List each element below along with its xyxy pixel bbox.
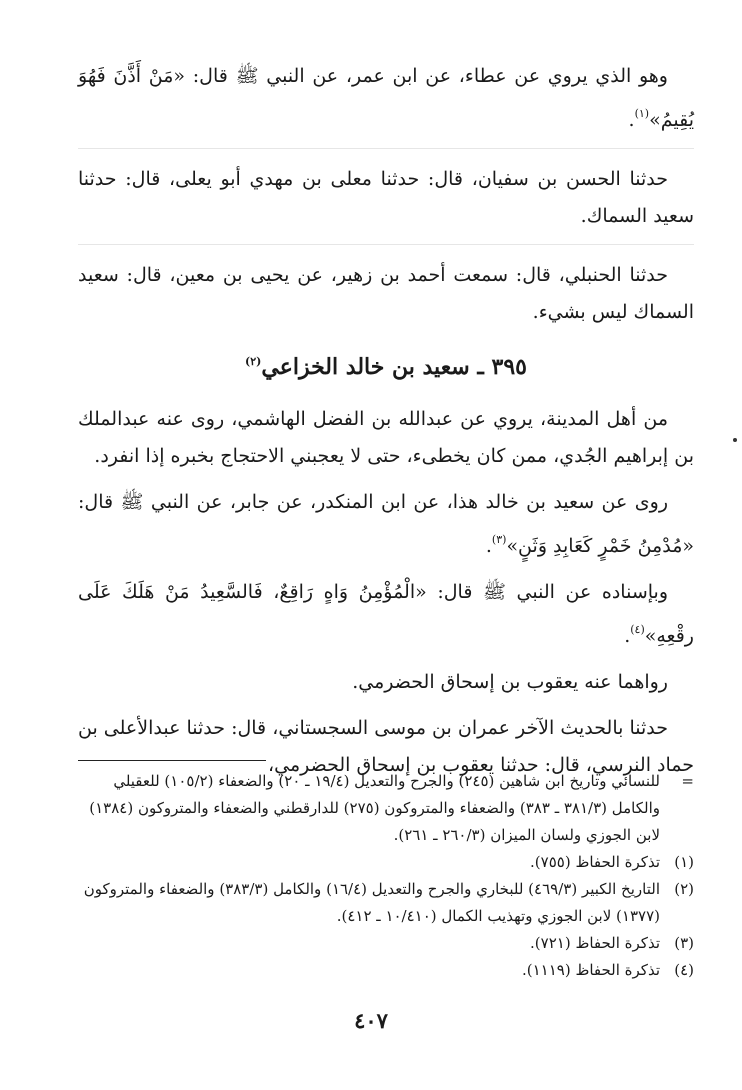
paragraph-5 — [78, 484, 694, 565]
paragraph-1-end: . — [628, 109, 635, 131]
footnote-text: للنسائي وتاريخ ابن شاهين (٢٤٥) والجرح والتعديل (١٩/٤ ـ ٢٠) والضعفاء (١٠٥/٢) للعقيلي والكامل (٣٨١/٣ ـ ٣٨٣) والضعفاء والمتروكون (٢٧٥) للدارقطني والضعفاء والمتروكون (١٣٨٤) لابن الجوزي ولسان الميزان (٢٦٠/٣ ـ ٢٦١). — [89, 772, 660, 844]
paragraph-1 — [78, 58, 694, 139]
footnote-ref-3[interactable]: (٣) — [491, 533, 507, 546]
footnote-text: تذكرة الحفاظ (١١١٩). — [521, 961, 660, 979]
footnote-text: التاريخ الكبير (٤٦٩/٣) للبخاري والجرح والتعديل (١٦/٤) والكامل (٣٨٣/٣) والضعفاء والمتروكون (١٣٧٧) لابن الجوزي وتهذيب الكمال (١٠/٤١٠ ـ ٤١٢). — [83, 880, 660, 925]
paragraph-1-text: وهو الذي يروي عن عطاء، عن ابن عمر، عن النبي ﷺ قال: «مَنْ أَذَّنَ فَهُوَ يُقِيمُ» — [78, 65, 694, 131]
page-number: ٤٠٧ — [354, 1008, 388, 1033]
paragraph-3-text: حدثنا الحنبلي، قال: سمعت أحمد بن زهير، عن يحيى بن معين، قال: سعيد السماك ليس بشيء. — [78, 264, 694, 323]
paragraph-5-text: روى عن سعيد بن خالد هذا، عن ابن المنكدر، عن جابر، عن النبي ﷺ قال: «مُدْمِنُ خَمْرٍ كَعَابِدِ وَثَنٍ» — [78, 491, 694, 557]
paragraph-4 — [78, 401, 694, 475]
entry-heading — [78, 340, 694, 389]
paragraph-8-text: حدثنا بالحديث الآخر عمران بن موسى السجستاني، قال: حدثنا عبدالأعلى بن حماد النرسي، قال: حدثنا يعقوب بن إسحاق الحضرمي، — [78, 717, 694, 776]
paragraph-6-end: . — [624, 625, 631, 647]
footnote-marker: (٢) — [674, 880, 694, 898]
footnote-2 — [78, 876, 694, 930]
footnote-text: تذكرة الحفاظ (٧٥٥). — [530, 853, 660, 871]
footnote-ref-1[interactable]: (١) — [634, 107, 650, 120]
footnote-ref-2[interactable]: (٢) — [245, 355, 262, 368]
entry-heading-text: ٣٩٥ ـ سعيد بن خالد الخزاعي — [261, 354, 527, 380]
paragraph-2-text: حدثنا الحسن بن سفيان، قال: حدثنا معلى بن مهدي أبو يعلى، قال: حدثنا سعيد السماك. — [78, 168, 694, 227]
paragraph-7 — [78, 664, 694, 701]
footnote-ref-4[interactable]: (٤) — [630, 623, 645, 636]
footnote-1 — [78, 849, 694, 876]
paragraph-6 — [78, 574, 694, 655]
footnote-marker: = — [681, 772, 694, 790]
footnote-3 — [78, 930, 694, 957]
footnote-continued — [78, 768, 694, 849]
margin-mark — [733, 438, 737, 442]
paragraph-7-text: رواهما عنه يعقوب بن إسحاق الحضرمي. — [352, 671, 668, 693]
footnote-4 — [78, 957, 694, 984]
footnote-text: تذكرة الحفاظ (٧٢١). — [530, 934, 660, 952]
main-text — [78, 58, 694, 793]
paragraph-6-text: وبإسناده عن النبي ﷺ قال: «الْمُؤْمِنُ وَاهٍ رَاقِعٌ، فَالسَّعِيدُ مَنْ هَلَكَ عَلَى رقْعِهِ» — [78, 581, 694, 647]
paragraph-4-text: من أهل المدينة، يروي عن عبدالله بن الفضل الهاشمي، روى عنه عبدالملك بن إبراهيم الجُدي، ممن كان يخطىء، حتى لا يعجبني الاحتجاج بخبره إذا انفرد. — [78, 408, 694, 467]
footnote-marker: (١) — [674, 853, 694, 871]
separator-line — [78, 244, 694, 245]
footnotes — [78, 768, 694, 984]
footnote-marker: (٣) — [674, 934, 694, 952]
paragraph-5-end: . — [485, 535, 492, 557]
footnote-rule — [78, 760, 266, 761]
paragraph-2 — [78, 161, 694, 235]
separator-line — [78, 148, 694, 149]
paragraph-3 — [78, 257, 694, 331]
footnote-marker: (٤) — [674, 961, 694, 979]
